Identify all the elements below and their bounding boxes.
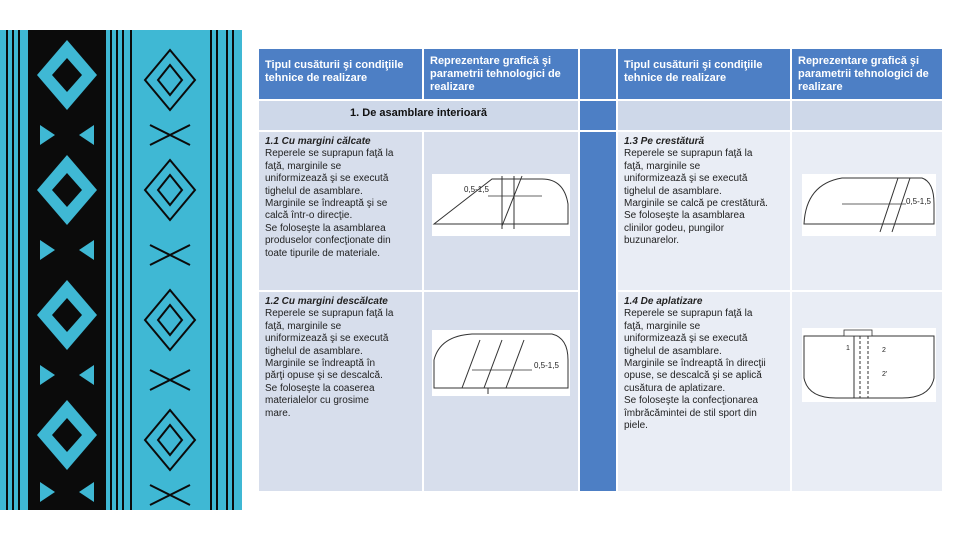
entry-title: 1.2 Cu margini descălcate (265, 296, 388, 307)
entry-line: tighelul de asamblare. (624, 345, 722, 357)
entry-line: Reperele se suprapun faţă la (265, 148, 394, 160)
entry-title: 1.4 De aplatizare (624, 296, 703, 307)
entry-line: Marginile se îndreaptă în direcţii (624, 358, 766, 370)
seam-diagram-on-notch (802, 174, 936, 236)
entry-line: tighelul de asamblare. (265, 345, 363, 357)
header-graphic-representation-2: Reprezentare grafică şi parametrii tehnologici de realizare (792, 49, 942, 99)
figure-label: 1 (846, 345, 850, 352)
entry-1-4-figure-cell (792, 292, 942, 491)
header-seam-type-2: Tipul cusăturii şi condiţiile tehnice de realizare (618, 49, 790, 99)
entry-line: Se foloseşte la coaserea (265, 382, 375, 394)
entry-line: uniformizează şi se execută (624, 173, 748, 185)
entry-line: uniformizează şi se execută (265, 173, 389, 185)
entry-line: buzunarelor. (624, 235, 680, 247)
section-empty-cell (792, 101, 942, 130)
entry-1-2-text (259, 292, 422, 491)
entry-line: Se foloseşte la confecţionarea (624, 395, 758, 407)
figure-label: 0,5-1,5 (534, 361, 559, 370)
entry-line: piele. (624, 420, 648, 432)
header-graphic-representation: Reprezentare grafică şi parametrii tehnologici de realizare (424, 49, 578, 99)
entry-line: mare. (265, 407, 291, 419)
entry-line: uniformizează şi se execută (624, 333, 748, 345)
seam-diagram-pressed-margins (432, 174, 570, 236)
section-title: 1. De asamblare interioară (259, 101, 578, 130)
entry-line: faţă, marginile se (624, 160, 701, 172)
seam-diagram-unpressed-margins (432, 330, 570, 396)
entry-1-4-text (618, 292, 790, 491)
entry-line: părţi opuse şi se descalcă. (265, 370, 383, 382)
entry-line: Marginile se îndreaptă în (265, 358, 376, 370)
entry-line: calcă într-o direcţie. (265, 210, 353, 222)
entry-1-1-text (259, 132, 422, 290)
separator-column (580, 132, 616, 491)
entry-line: uniformizează şi se execută (265, 333, 389, 345)
entry-line: faţă, marginile se (265, 160, 342, 172)
figure-label: 2 (882, 347, 886, 354)
entry-line: Reperele se suprapun faţă la (624, 308, 753, 320)
entry-line: faţă, marginile se (624, 320, 701, 332)
seam-types-table (259, 49, 942, 491)
entry-line: Reperele se suprapun faţă la (265, 308, 394, 320)
separator-header (580, 49, 616, 99)
entry-line: îmbrăcămintei de stil sport din (624, 407, 757, 419)
section-empty-cell (618, 101, 790, 130)
entry-1-3-text (618, 132, 790, 290)
entry-line: faţă, marginile se (265, 320, 342, 332)
header-seam-type: Tipul cusăturii şi condiţiile tehnice de realizare (259, 49, 422, 99)
entry-line: opuse, se descalcă şi se aplică (624, 370, 762, 382)
entry-line: Marginile se îndreaptă şi se (265, 198, 388, 210)
entry-line: clinilor godeu, pungilor (624, 222, 725, 234)
seam-diagram-flattening (802, 328, 936, 402)
entry-line: toate tipurile de materiale. (265, 247, 381, 259)
figure-label: 2' (882, 371, 888, 378)
figure-label: 0,5-1,5 (906, 197, 931, 206)
entry-1-3-figure-cell (792, 132, 942, 290)
figure-label: 0,5-1,5 (464, 185, 489, 194)
entry-1-2-figure-cell (424, 292, 578, 491)
entry-line: Se foloseşte la asamblarea (265, 222, 386, 234)
entry-1-1-figure-cell (424, 132, 578, 290)
entry-line: materialelor cu grosime (265, 395, 369, 407)
entry-line: Reperele se suprapun faţă la (624, 148, 753, 160)
entry-line: Marginile se calcă pe crestătură. (624, 198, 768, 210)
entry-title: 1.1 Cu margini călcate (265, 136, 371, 147)
entry-line: produselor confecţionate din (265, 235, 391, 247)
separator-section (580, 101, 616, 130)
entry-line: tighelul de asamblare. (624, 185, 722, 197)
entry-line: cusătura de aplatizare. (624, 382, 726, 394)
entry-title: 1.3 Pe crestătură (624, 136, 705, 147)
entry-line: Se foloseşte la asamblarea (624, 210, 745, 222)
entry-line: tighelul de asamblare. (265, 185, 363, 197)
